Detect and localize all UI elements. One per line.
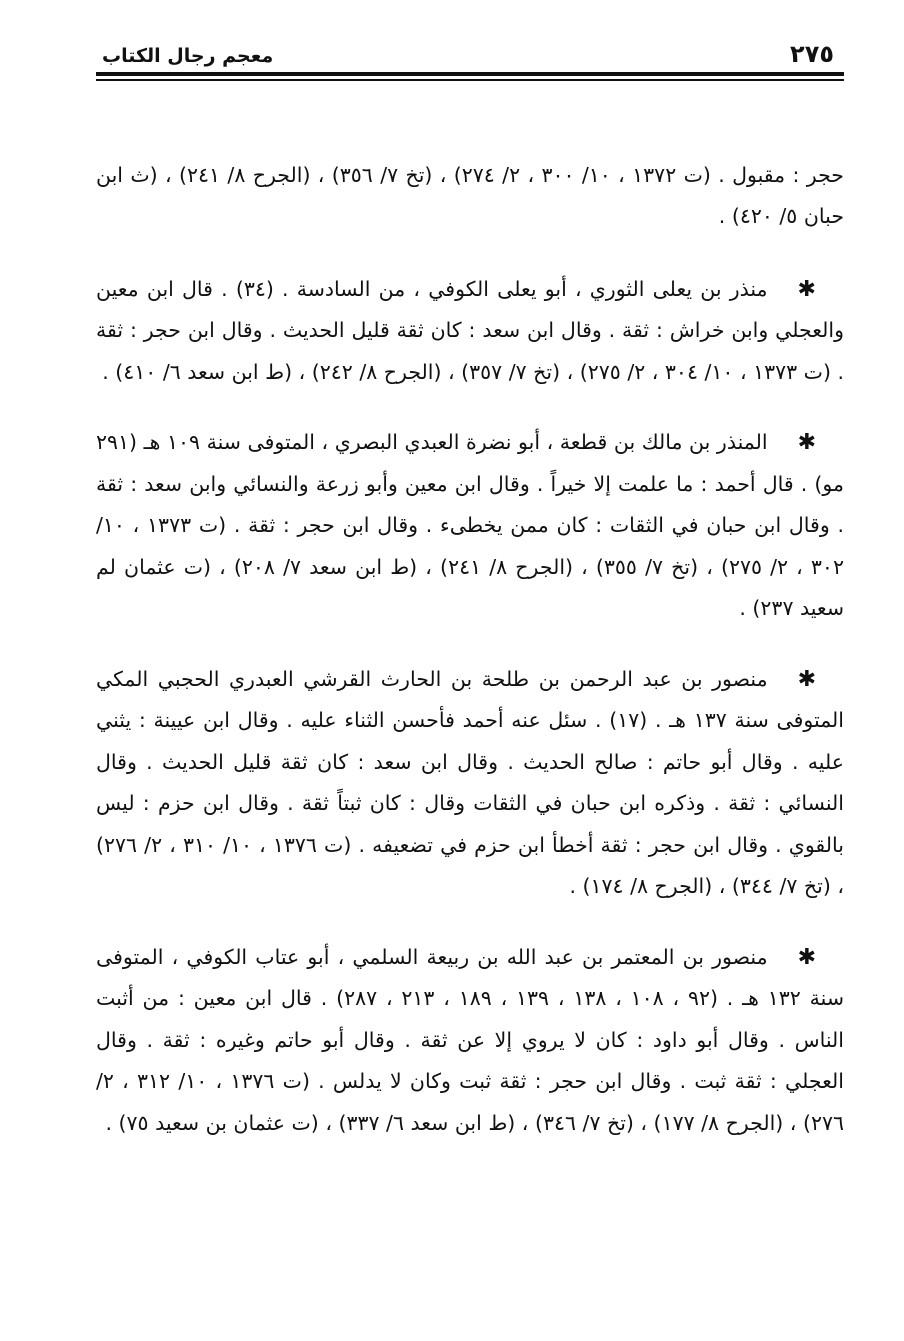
entry (96, 937, 844, 1145)
entry (96, 269, 844, 394)
entry-continuation (96, 155, 844, 238)
header-rule-thin (96, 79, 844, 81)
book-page (96, 28, 844, 1328)
entry-text: منصور بن المعتمر بن عبد الله بن ربيعة السلمي ، أبو عتاب الكوفي ، المتوفى سنة ١٣٢ هـ . (٩٢ ، ١٠٨ ، ١٣٨ ، ١٣٩ ، ١٨٩ ، ٢١٣ ، ٢٨٧) . قال ابن معين : من أثبت الناس . وقال أبو داود : كان لا يروي إلا عن ثقة . وقال أبو حاتم وغيره : ثقة . وقال العجلي : ثقة ثبت . وقال ابن حجر : ثقة ثبت وكان لا يدلس . (ت ١٣٧٦ ، ١٠/ ٣١٢ ، ٢/ ٢٧٦) ، (الجرح ٨/ ١٧٧) ، (تخ ٧/ ٣٤٦) ، (ط ابن سعد ٦/ ٣٣٧) ، (ت عثمان بن سعيد ٧٥) . (96, 944, 845, 1135)
entry (96, 422, 844, 630)
entry-text: منصور بن عبد الرحمن بن طلحة بن الحارث القرشي العبدري الحجبي المكي المتوفى سنة ١٣٧ هـ . (١٧) . سئل عنه أحمد فأحسن الثناء عليه . وقال ابن عيينة : يثني عليه . وقال أبو حاتم : صالح الحديث . وقال ابن سعد : كان ثقة قليل الحديث . وقال النسائي : ثقة . وذكره ابن حبان في الثقات وقال : كان ثبتاً ثقة . وقال ابن حزم : ليس بالقوي . وقال ابن حجر : ثقة أخطأ ابن حزم في تضعيفه . (ت ١٣٧٦ ، ١٠/ ٣١٠ ، ٢/ ٢٧٦) ، (تخ ٧/ ٣٤٤) ، (الجرح ٨/ ١٧٤) . (96, 666, 844, 898)
page-body (96, 155, 844, 1145)
page-header (96, 28, 844, 72)
running-title: معجم رجال الكتاب (102, 45, 274, 67)
header-rule-thick (96, 72, 844, 76)
entry (96, 659, 844, 908)
asterisk-icon: ✱ (797, 276, 816, 302)
asterisk-icon: ✱ (797, 944, 816, 970)
asterisk-icon: ✱ (797, 430, 816, 455)
asterisk-icon: ✱ (797, 666, 816, 692)
entry-text: المنذر بن مالك بن قطعة ، أبو نضرة العبدي البصري ، المتوفى سنة ١٠٩ هـ (٢٩١ مو) . قال أحمد : ما علمت إلا خيراً . وقال ابن معين وأبو زرعة والنسائي وابن سعد : ثقة . وقال ابن حبان في الثقات : كان ممن يخطىء . وقال ابن حجر : ثقة . (ت ١٣٧٣ ، ١٠/ ٣٠٢ ، ٢/ ٢٧٥) ، (تخ ٧/ ٣٥٥) ، (الجرح ٨/ ٢٤١) ، (ط ابن سعد ٧/ ٢٠٨) ، (ت عثمان لم سعيد ٢٣٧) . (96, 430, 844, 620)
entry-text: منذر بن يعلى الثوري ، أبو يعلى الكوفي ، من السادسة . (٣٤) . قال ابن معين والعجلي وابن خراش : ثقة . وقال ابن سعد : كان ثقة قليل الحديث . وقال ابن حجر : ثقة . (ت ١٣٧٣ ، ١٠/ ٣٠٤ ، ٢/ ٢٧٥) ، (تخ ٧/ ٣٥٧) ، (الجرح ٨/ ٢٤٢) ، (ط ابن سعد ٦/ ٤١٠) . (96, 276, 844, 384)
entry-text: حجر : مقبول . (ت ١٣٧٢ ، ١٠/ ٣٠٠ ، ٢/ ٢٧٤) ، (تخ ٧/ ٣٥٦) ، (الجرح ٨/ ٢٤١) ، (ث ابن حبان ٥/ ٤٢٠) . (96, 162, 844, 228)
page-number: ٢٧٥ (790, 40, 834, 68)
